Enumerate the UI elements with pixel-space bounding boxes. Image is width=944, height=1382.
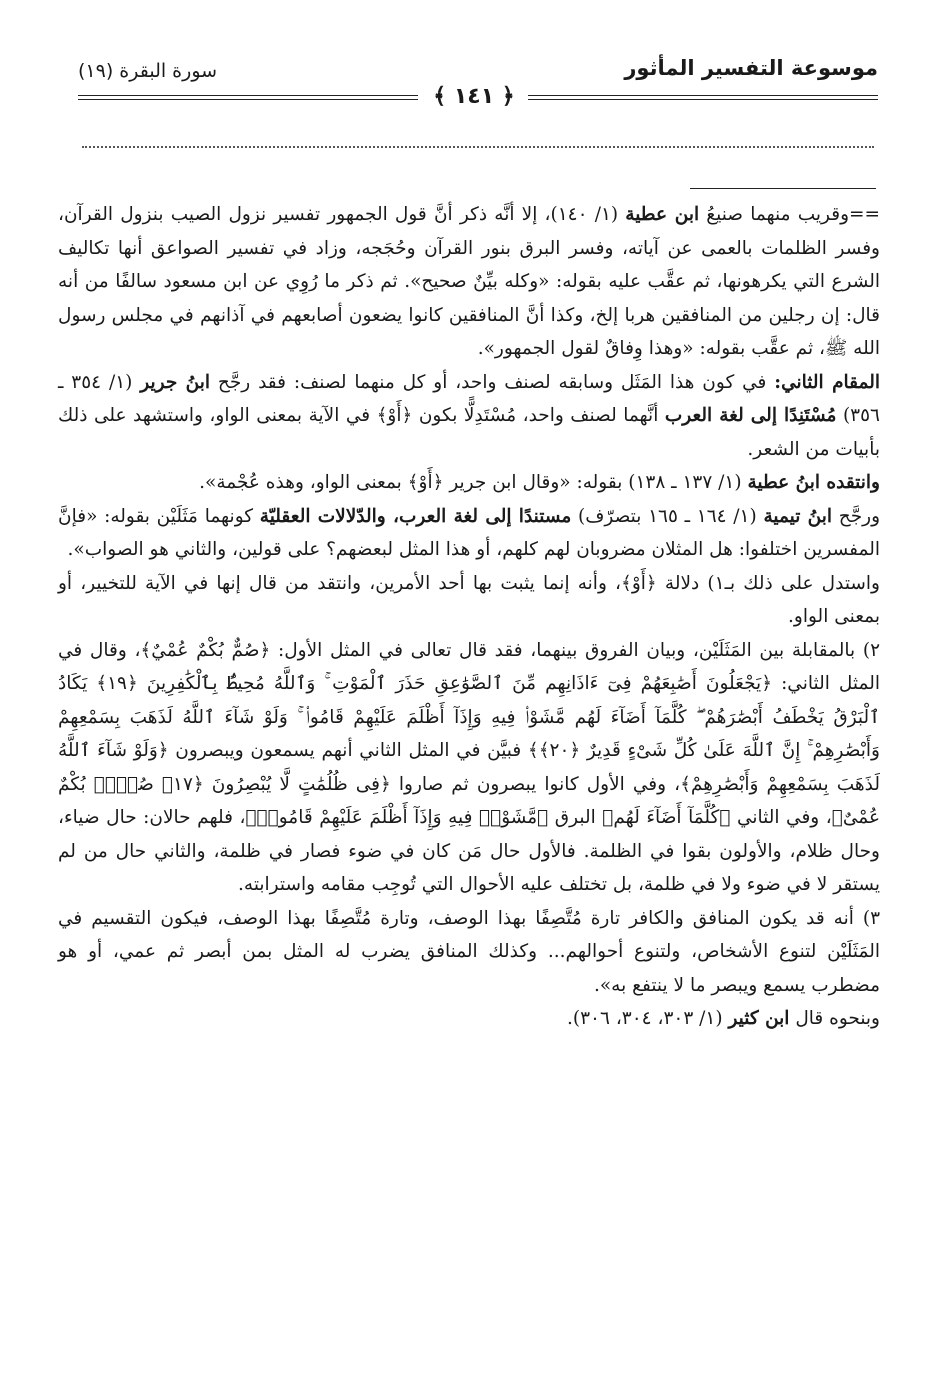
text-span: كونهما مَثَلَيْن بقوله: «فإنَّ المفسرين اختلفوا: هل المثلان مضروبان لهم كلهم، أو هذا المثل لبعضهم؟ على قولين، والثاني هو الصواب». [58, 505, 880, 560]
bold-phrase: مستندًا إلى لغة العرب، والدّلالات العقليّة [259, 505, 572, 527]
scholar-name: ابنُ تيمية [763, 505, 833, 527]
scholar-name: ابن كثير [728, 1008, 790, 1029]
scholar-name: ابن عطية [625, 204, 700, 225]
bold-phrase: مُسْتَنِدًا إلى لغة العرب [664, 405, 837, 426]
header-rule-right [528, 95, 878, 100]
text-span: (١/ ٣٥٤ ـ ٣٥٦) [58, 371, 880, 426]
header-rule-left [78, 95, 418, 100]
text-span: في كون هذا المَثَل وسابقه لصنف واحد، أو كل منهما لصنف: فقد رجَّح [210, 371, 775, 393]
paragraph [58, 466, 880, 500]
book-title: موسوعة التفسير المأثور [624, 56, 878, 80]
paragraph [58, 198, 880, 366]
paragraph: ٢) بالمقابلة بين المَثَلَيْن، وبيان الفروق بينهما، فقد قال تعالى في المثل الأول: ﴿صُمٌّ بُكْمٌ عُمْيٌ﴾، وقال في المثل الثاني: ﴿يَجْعَلُونَ أَصَٰبِعَهُمْ فِىٓ ءَاذَانِهِم مِّنَ ٱلصَّوَٰعِقِ حَذَرَ ٱلْمَوْتِ ۚ وَٱللَّهُ مُحِيطٌۢ بِٱلْكَٰفِرِينَ ﴿١٩﴾ يَكَادُ ٱلْبَرْقُ يَخْطَفُ أَبْصَٰرَهُمْ ۖ كُلَّمَآ أَضَآءَ لَهُم مَّشَوْا۟ فِيهِ وَإِذَآ أَظْلَمَ عَلَيْهِمْ قَامُوا۟ ۚ وَلَوْ شَآءَ ٱللَّهُ لَذَهَبَ بِسَمْعِهِمْ وَأَبْصَٰرِهِمْ ۚ إِنَّ ٱللَّهَ عَلَىٰ كُلِّ شَىْءٍ قَدِيرٌ ﴿٢٠﴾﴾ فبيَّن في المثل الثاني أنهم يسمعون ويبصرون ﴿وَلَوْ شَآءَ ٱللَّهُ لَذَهَبَ بِسَمْعِهِمْ وَأَبْصَٰرِهِمْ﴾، وفي الأول كانوا يبصرون ثم صاروا ﴿فِى ظُلُمَٰتٍ لَّا يُبْصِرُونَ ﴿١٧﴾ صُمٌّۢ بُكْمٌ عُمْىٌ﴾، وفي الثاني ﴿كُلَّمَآ أَضَآءَ لَهُم﴾ البرق ﴿مَّشَوْا۟ فِيهِ وَإِذَآ أَظْلَمَ عَلَيْهِمْ قَامُوا۟﴾، فلهم حالان: حال ضياء، وحال ظلام، والأولون بقوا في الظلمة. فالأول حال مَن كان في ضوء فصار في ظلمة، والثاني حال من لم يستقر لا في ضوء ولا في ظلمة، بل تختلف عليه الأحوال التي تُوجِب مقامه واسترابته. [58, 639, 880, 895]
paragraph: ٣) أنه قد يكون المنافق والكافر تارة مُتَّصِفًا بهذا الوصف، وتارة مُتَّصِفًا بهذا الوصف، فيكون التقسيم في المَثَلَيْن لتنوع الأشخاص، ولتنوع أحوالهم... وكذلك المنافق يضرب له المثل بمن أبصر ثم عمي، أو هو مضطرب يسمع ويبصر ما لا ينتفع به». [58, 907, 880, 996]
paragraph [58, 1002, 880, 1036]
footnote-text [58, 198, 880, 1036]
paragraph: واستدل على ذلك بـ١) دلالة ﴿أَوْ﴾، وأنه إنما يثبت بها أحد الأمرين، وانتقد من قال إنها في الآية للتخيير، أو بمعنى الواو. [58, 572, 880, 627]
dotted-separator [82, 146, 874, 148]
text-span: (١/ ٣٠٣، ٣٠٤، ٣٠٦). [567, 1008, 729, 1029]
text-span: وبنحوه قال [789, 1008, 880, 1029]
text-span: ورجَّح [832, 505, 881, 527]
text-span: أنَّهما لصنف واحد، مُسْتَدِلًّا بكون ﴿أَوْ﴾ في الآية بمعنى الواو، واستشهد على ذلك بأبيات من الشعر. [58, 405, 880, 460]
footnote-rule [690, 188, 876, 189]
scholar-name: وانتقده ابنُ عطية [747, 472, 880, 493]
paragraph [58, 500, 880, 567]
section-heading: المقام الثاني: [774, 371, 880, 393]
text-span: ==وقريب منهما صنيعُ [699, 204, 881, 225]
page-number: ﴿ ١٤١ ﴾ [433, 84, 515, 109]
text-span: (١/ ١٤٠)، إلا أنَّه ذكر أنَّ قول الجمهور تفسير نزول الصيب بنزول القرآن، وفسر الظلمات بالعمى عن آياته، وفسر البرق بنور القرآن وحُجَجه، وزاد في تفسير الصواعق أنها تكاليف الشرع التي يكرهونها، ثم عقَّب عليه بقوله: «وكله بيِّنٌ صحيح». ثم ذكر ما رُوِي عن ابن مسعود سالفًا من أنه قال: إن رجلين من المنافقين هربا إلخ، وكذا أنَّ المنافقين كانوا يضعون أصابعهم في آذانهم في مجلس رسول الله ﷺ، ثم عقَّب بقوله: «وهذا وِفاقٌ لقول الجمهور». [58, 204, 880, 359]
surah-label: سورة البقرة (١٩) [78, 60, 218, 82]
paragraph [58, 366, 880, 467]
text-span: (١/ ١٣٧ ـ ١٣٨) بقوله: «وقال ابن جرير ﴿أَوْ﴾ بمعنى الواو، وهذه عُجْمة». [199, 472, 748, 493]
scholar-name: ابنُ جرير [140, 371, 211, 393]
text-span: (١/ ١٦٤ ـ ١٦٥ بتصرّف) [571, 505, 764, 527]
